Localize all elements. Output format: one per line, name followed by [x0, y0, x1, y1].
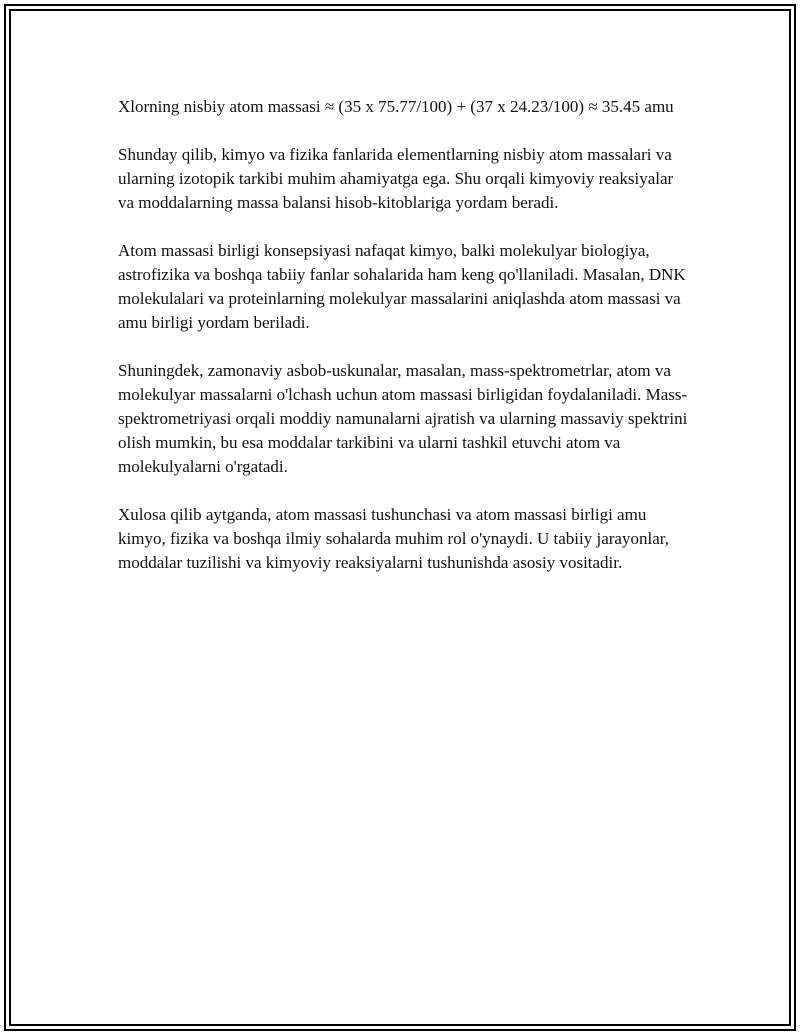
paragraph-isotopic-composition: Shunday qilib, kimyo va fizika fanlarida elementlarning nisbiy atom massalari va ularning izotopik tarkibi muhim ahamiyatga ega. Shu orqali kimyoviy reaksiyalar va moddalarning massa balansi hisob-kitoblariga yordam beradi. [118, 145, 674, 212]
paragraph-chlorine-atomic-mass: Xlorning nisbiy atom massasi ≈ (35 x 75.77/100) + (37 x 24.23/100) ≈ 35.45 amu [118, 97, 674, 116]
document-body [118, 95, 690, 599]
paragraph-amu-applications: Atom massasi birligi konsepsiyasi nafaqat kimyo, balki molekulyar biologiya, astrofizika va boshqa tabiiy fanlar sohalarida ham keng qo'llaniladi. Masalan, DNK molekulalari va proteinlarning molekulyar massalarini aniqlashda atom massasi va amu birligi yordam beriladi. [118, 241, 686, 332]
paragraph-conclusion: Xulosa qilib aytganda, atom massasi tushunchasi va atom massasi birligi amu kimyo, fizika va boshqa ilmiy sohalarda muhim rol o'ynaydi. U tabiiy jarayonlar, moddalar tuzilishi va kimyoviy reaksiyalarni tushunishda asosiy vositadir. [118, 505, 669, 572]
paragraph-mass-spectrometry: Shuningdek, zamonaviy asbob-uskunalar, masalan, mass-spektrometrlar, atom va molekulyar massalarni o'lchash uchun atom massasi birligidan foydalaniladi. Mass-spektrometriyasi orqali moddiy namunalarni ajratish va ularning massaviy spektrini olish mumkin, bu esa moddalar tarkibini va ularni tashkil etuvchi atom va molekulyalarni o'rgatadi. [118, 361, 688, 476]
